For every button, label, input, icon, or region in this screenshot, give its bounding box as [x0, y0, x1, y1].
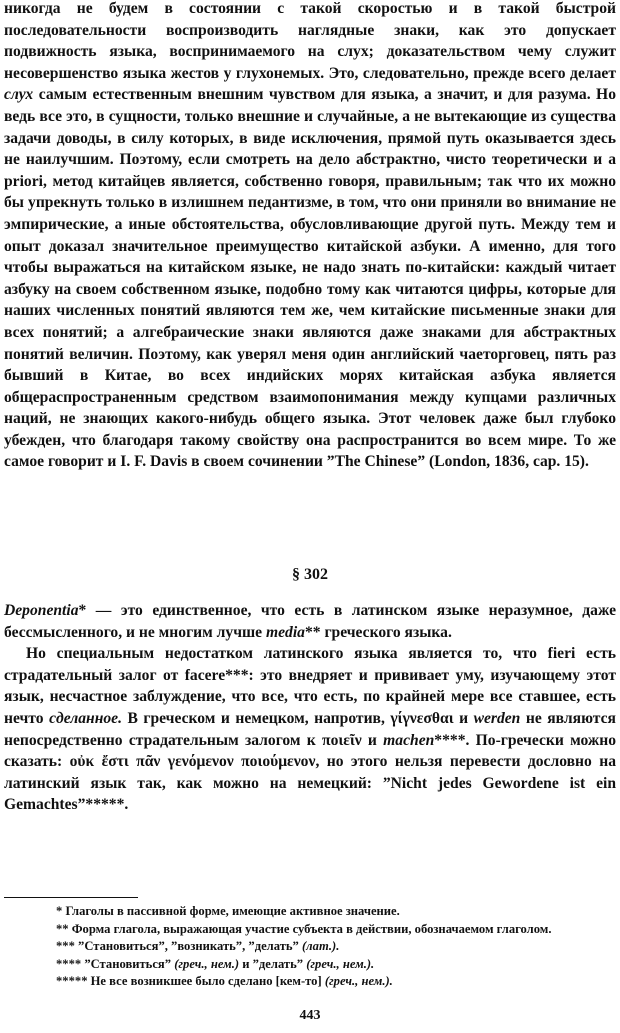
continued-paragraph	[4, 0, 616, 473]
footnote-4: **** ”Становиться” (греч., нем.) и ”делать” (греч., нем.).	[56, 956, 375, 971]
paragraph-text: никогда не будем в состоянии с такой скоростью и в такой быстрой последовательности воспроизводить наглядные знаки, как это допускает подвижность языка, воспринимаемого на слух; доказательством чему служит несовершенство языка жестов у глухонемых. Это, следовательно, прежде всего делает слух самым естественным внешним чувством для языка, а значит, и для разума. Но ведь все это, в сущности, только внешние и случайные, а не вытекающие из существа задачи доводы, в силу которых, в виде исключения, прямой путь оказывается здесь не наилучшим. Поэтому, если смотреть на дело абстрактно, чисто теоретически и a priori, метод китайцев является, собственно говоря, правильным; так что их можно бы упрекнуть только в излишнем педантизме, в том, что они приняли во внимание не эмпирические, а иные обстоятельства, обусловливающие другой путь. Между тем и опыт доказал значительное преимущество китайской азбуки. А именно, для того чтобы выражаться на китайском языке, не надо знать по-китайски: каждый читает азбуку на своем собственном языке, подобно тому как читаются цифры, которые для наших численных понятий являются тем же, чем китайские письменные знаки для всех понятий; а алгебраические знаки являются даже знаками для абстрактных понятий величин. Поэтому, как уверял меня один английский чаеторговец, пять раз бывший в Китае, во всех индийских морях китайская азбука является общераспространенным средством взаимопонимания между купцами различных наций, не знающих какого-нибудь общего языка. Этот человек даже был глубоко убежден, что благодаря такому свойству она распространится во всем мире. То же самое говорит и I. F. Davis в своем сочинении ”The Chinese” (London, 1836, cap. 15).	[4, 0, 616, 471]
paragraph-latin-defect: Но специальным недостатком латинского языка является то, что fieri есть страдательный залог от facere***: это внедряет и прививает уму, изучающему этот язык, несчастное заблуждение, что все, что есть, по крайней мере все ставшее, есть нечто сделанное. В греческом и немецком, напротив, γίγνεσθαι и werden не являются непосредственно страдательным залогом к ποιεῖν и machen****. По-гречески можно сказать: οὐκ ἔστι πᾶν γενόμενον ποιούμενον, но этого нельзя перевести дословно на латинский язык так, как можно на немецкий: ”Nicht jedes Gewordene ist ein Gemachtes”*****.	[4, 645, 617, 814]
footnote-1: * Глаголы в пассивной форме, имеющие активное значение.	[56, 904, 400, 918]
footnote-5: ***** Не все возникшее было сделано [кем-то] (греч., нем.).	[56, 974, 393, 989]
section-body	[4, 600, 616, 816]
page-number: 443	[299, 1008, 321, 1023]
footnote-3: *** ”Становиться”, ”возникать”, ”делать” (лат.).	[56, 939, 340, 954]
paragraph-deponentia: Deponentia* — это единственное, что есть в латинском языке неразумное, даже бессмысленного, и не многим лучше media** греческого языка.	[4, 602, 616, 641]
footnotes	[4, 903, 616, 991]
footnote-divider	[4, 897, 138, 898]
footnote-2: ** Форма глагола, выражающая участие субъекта в действии, обозначаемом глаголом.	[56, 921, 552, 936]
section-heading: § 302	[292, 566, 328, 583]
